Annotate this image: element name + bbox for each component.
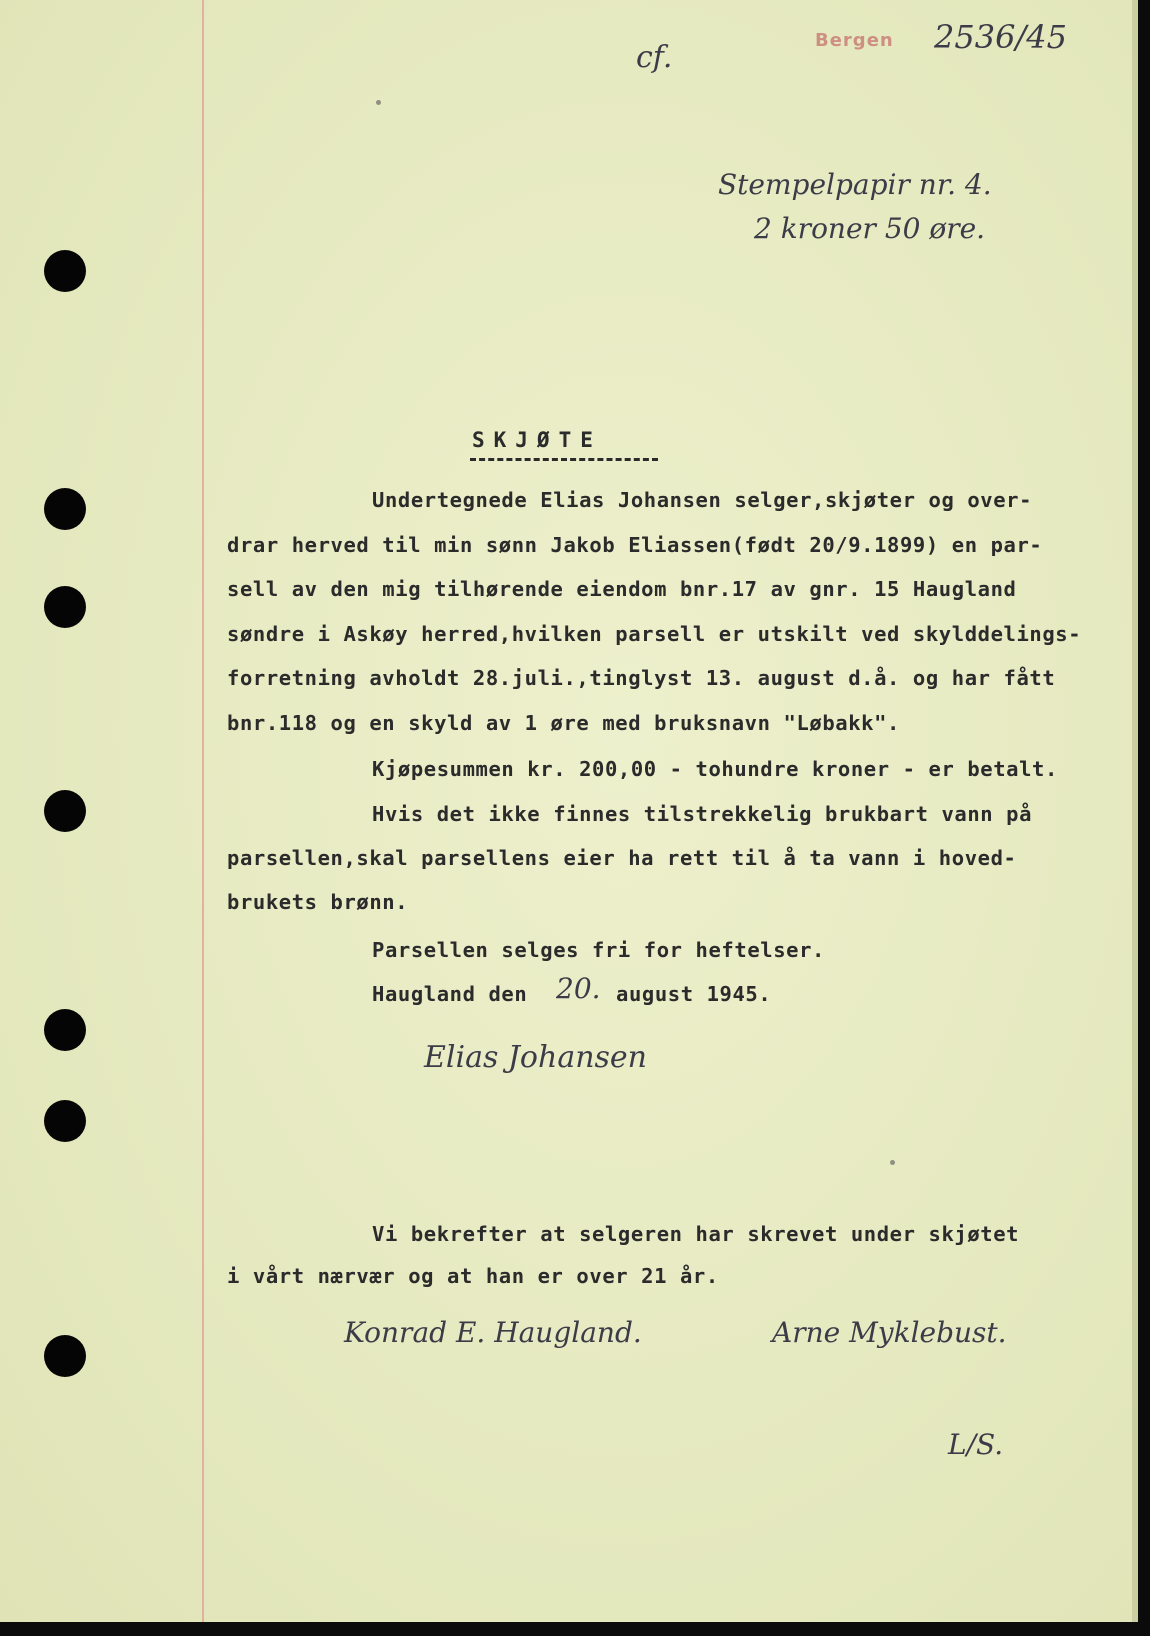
punch-hole — [44, 1100, 86, 1142]
registry-stamp: Bergen — [815, 30, 894, 51]
date-suffix: august 1945. — [616, 982, 772, 1006]
body-line: forretning avholdt 28.juli.,tinglyst 13. august d.å. og har fått — [227, 666, 1056, 690]
stamp-paper-line2: 2 kroner 50 øre. — [754, 212, 986, 245]
body-line: brukets brønn. — [227, 890, 409, 914]
punch-hole — [44, 488, 86, 530]
footer-initials: L/S. — [948, 1428, 1004, 1461]
witness-line: i vårt nærvær og at han er over 21 år. — [227, 1264, 719, 1288]
title-underline — [470, 458, 658, 461]
witness-signature-2: Arne Myklebust. — [772, 1316, 1007, 1349]
seller-signature: Elias Johansen — [424, 1040, 647, 1075]
body-line: bnr.118 og en skyld av 1 øre med bruksnavn "Løbakk". — [227, 711, 900, 735]
witness-signature-1: Konrad E. Haugland. — [344, 1316, 642, 1349]
body-line: sell av den mig tilhørende eiendom bnr.17 av gnr. 15 Haugland — [227, 577, 1017, 601]
ink-spot — [890, 1160, 895, 1165]
punch-hole — [44, 1009, 86, 1051]
stamp-paper-line1: Stempelpapir nr. 4. — [718, 168, 992, 201]
punch-hole — [44, 1335, 86, 1377]
punch-hole — [44, 250, 86, 292]
date-prefix: Haugland den — [372, 982, 528, 1006]
punch-hole — [44, 790, 86, 832]
witness-line: Vi bekrefter at selgeren har skrevet under skjøtet — [372, 1222, 1020, 1246]
body-line: Undertegnede Elias Johansen selger,skjøter og over- — [372, 488, 1033, 512]
body-line: Kjøpesummen kr. 200,00 - tohundre kroner - er betalt. — [372, 757, 1058, 781]
body-line: drar herved til min sønn Jakob Eliassen(født 20/9.1899) en par- — [227, 533, 1043, 557]
document-number: 2536/45 — [934, 18, 1067, 56]
body-line: parsellen,skal parsellens eier ha rett til å ta vann i hoved- — [227, 846, 1017, 870]
body-line: Parsellen selges fri for heftelser. — [372, 938, 825, 962]
punch-hole — [44, 586, 86, 628]
document-title: SKJØTE — [472, 428, 602, 452]
body-line: søndre i Askøy herred,hvilken parsell er utskilt ved skylddelings- — [227, 622, 1082, 646]
margin-line — [202, 0, 204, 1622]
ink-spot — [376, 100, 381, 105]
date-day-handwritten: 20. — [556, 972, 601, 1005]
clerk-initials: cf. — [636, 40, 673, 75]
body-line: Hvis det ikke finnes tilstrekkelig brukbart vann på — [372, 802, 1033, 826]
